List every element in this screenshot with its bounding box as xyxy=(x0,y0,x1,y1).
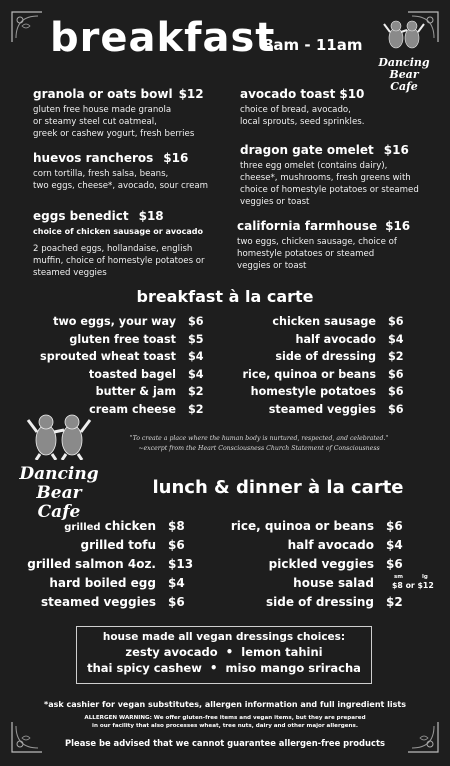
carte-item: half avocado xyxy=(287,538,374,552)
carte-item: half avocado xyxy=(295,332,376,346)
dressing-option: miso mango sriracha xyxy=(225,661,361,675)
carte-item: butter & jam xyxy=(95,385,176,399)
item-desc-line: veggies or toast xyxy=(240,197,310,207)
menu-item-dragon-gate-omelet xyxy=(240,142,445,208)
item-desc-line: greek or cashew yogurt, fresh berries xyxy=(33,129,195,139)
dancing-bears-icon xyxy=(18,410,100,460)
carte-price: $2 xyxy=(188,402,204,416)
item-name: dragon gate omelet xyxy=(240,143,374,157)
carte-price: $4 xyxy=(188,350,204,364)
menu-item-eggs-benedict xyxy=(33,208,233,279)
item-name: granola or oats bowl xyxy=(33,87,173,101)
price-small: $8 xyxy=(392,581,403,590)
size-label-large: lg xyxy=(422,574,428,580)
carte-item: house salad xyxy=(293,576,374,590)
item-name: california farmhouse xyxy=(237,219,378,233)
carte-item: gluten free toast xyxy=(69,332,176,346)
item-desc-line: choice of homestyle potatoes or steamed xyxy=(240,185,419,195)
carte-price: $6 xyxy=(388,385,404,399)
item-desc-line: two eggs, cheese*, avocado, sour cream xyxy=(33,181,209,191)
item-desc-line: homestyle potatoes or steamed xyxy=(237,249,375,259)
carte-price: $6 xyxy=(168,538,185,552)
carte-row xyxy=(20,313,220,331)
logo-line: Bear xyxy=(36,483,82,503)
corner-ornament-icon xyxy=(10,720,44,754)
cafe-logo-large xyxy=(18,410,100,522)
carte-row xyxy=(20,574,202,593)
carte-price: $4 xyxy=(168,576,185,590)
item-price: $16 xyxy=(163,151,189,165)
allergen-warning xyxy=(40,714,410,730)
carte-row xyxy=(220,401,420,419)
carte-row xyxy=(20,383,220,401)
dressings-title: house made all vegan dressings choices: xyxy=(102,631,346,643)
carte-price: $4 xyxy=(188,367,204,381)
carte-row xyxy=(222,536,420,555)
salad-size-prices xyxy=(392,574,438,594)
allergen-warning-line: in our facility that also processes wheat, tree nuts, dairy and other major allergens. xyxy=(92,723,358,729)
bullet-separator: • xyxy=(225,645,234,659)
item-prefix: grilled xyxy=(64,522,101,533)
carte-item: steamed veggies xyxy=(40,595,156,609)
lunch-carte-right xyxy=(222,517,420,612)
carte-row xyxy=(220,313,420,331)
breakfast-carte-heading: breakfast à la carte xyxy=(136,287,314,306)
item-price: $12 xyxy=(178,87,204,101)
carte-item: toasted bagel xyxy=(88,367,176,381)
carte-price: $5 xyxy=(188,332,204,346)
mission-quote xyxy=(104,434,414,454)
carte-row xyxy=(220,366,420,384)
dancing-bears-icon xyxy=(374,18,434,52)
item-desc-line: 2 poached eggs, hollandaise, english xyxy=(33,244,193,254)
quote-text: "To create a place where the human body is nurtured, respected, and celebrated." xyxy=(129,435,389,442)
carte-price: $2 xyxy=(386,595,403,609)
dressing-option: zesty avocado xyxy=(125,645,218,659)
logo-line: Cafe xyxy=(37,502,81,522)
carte-item: hard boiled egg xyxy=(49,576,156,590)
carte-price: $6 xyxy=(388,367,404,381)
item-desc-line: three egg omelet (contains dairy), xyxy=(240,161,388,171)
carte-price: $6 xyxy=(386,557,403,571)
item-name: huevos rancheros xyxy=(33,151,154,165)
lunch-carte-left xyxy=(20,517,202,612)
carte-item: side of dressing xyxy=(266,595,374,609)
carte-price: $2 xyxy=(388,350,404,364)
item-desc-line: veggies or toast xyxy=(237,261,307,271)
carte-price: $6 xyxy=(168,595,185,609)
vegan-substitute-note: *ask cashier for vegan substitutes, allergen information and full ingredient lists xyxy=(44,700,406,709)
carte-item: chicken sausage xyxy=(272,315,376,328)
item-desc-line: local sprouts, seed sprinkles. xyxy=(240,117,365,127)
price-large: $12 xyxy=(417,581,434,590)
item-desc-line: or steamy steel cut oatmeal, xyxy=(33,117,157,127)
dressing-option: lemon tahini xyxy=(241,645,323,659)
dressing-option: thai spicy cashew xyxy=(87,661,202,675)
carte-row xyxy=(222,517,420,536)
price-or: or xyxy=(405,581,415,590)
carte-item: side of dressing xyxy=(275,350,376,364)
menu-item-california-farmhouse xyxy=(237,218,442,272)
quote-attribution: ~excerpt from the Heart Consciousness Church Statement of Consciousness xyxy=(138,445,380,452)
carte-item: two eggs, your way xyxy=(53,315,176,328)
vegan-dressings-box xyxy=(76,626,372,684)
logo-line: Dancing xyxy=(378,56,430,69)
item-price: $18 xyxy=(138,209,164,223)
carte-price: $6 xyxy=(388,315,404,328)
carte-row xyxy=(20,331,220,349)
allergen-disclaimer: Please be advised that we cannot guarantee allergen-free products xyxy=(65,738,385,748)
carte-price: $6 xyxy=(188,315,204,328)
cafe-logo-small xyxy=(374,18,434,94)
carte-item: sprouted wheat toast xyxy=(40,350,176,364)
allergen-warning-line: ALLERGEN WARNING: We offer gluten-free items and vegan items, but they are prepared xyxy=(84,715,366,721)
carte-item: steamed veggies xyxy=(268,402,376,416)
carte-price: $4 xyxy=(386,538,403,552)
carte-row xyxy=(20,593,202,612)
bullet-separator: • xyxy=(209,661,218,675)
carte-row xyxy=(20,536,202,555)
item-desc-line: muffin, choice of homestyle potatoes or xyxy=(33,256,205,266)
carte-row xyxy=(20,366,220,384)
menu-item-avocado-toast xyxy=(240,86,440,128)
logo-line: Bear xyxy=(389,68,419,81)
carte-price: $13 xyxy=(168,557,194,571)
breakfast-carte-right xyxy=(220,313,420,419)
item-desc-line: cheese*, mushrooms, fresh greens with xyxy=(240,173,411,183)
carte-row xyxy=(20,517,202,536)
item-desc-line: corn tortilla, fresh salsa, beans, xyxy=(33,169,169,179)
carte-row xyxy=(222,593,420,612)
logo-line: Dancing xyxy=(19,464,99,484)
carte-item: rice, quinoa or beans xyxy=(230,519,374,533)
carte-item: chicken xyxy=(104,519,156,533)
carte-row xyxy=(220,348,420,366)
carte-item: grilled tofu xyxy=(80,538,156,552)
item-desc-line: choice of bread, avocado, xyxy=(240,105,351,115)
corner-ornament-icon xyxy=(10,10,44,44)
menu-item-huevos-rancheros xyxy=(33,150,233,192)
size-label-small: sm xyxy=(394,574,404,580)
carte-price: $4 xyxy=(388,332,404,346)
item-price: $16 xyxy=(383,143,409,157)
carte-price: $6 xyxy=(386,519,403,533)
logo-line: Cafe xyxy=(390,80,418,93)
carte-price: $6 xyxy=(388,402,404,416)
carte-item: cream cheese xyxy=(89,402,176,416)
carte-item: rice, quinoa or beans xyxy=(242,367,376,381)
item-name: eggs benedict xyxy=(33,209,129,223)
corner-ornament-icon xyxy=(406,720,440,754)
carte-price: $8 xyxy=(168,519,185,533)
breakfast-carte-left xyxy=(20,313,220,419)
item-name: avocado toast xyxy=(240,87,336,101)
serving-hours: 8am - 11am xyxy=(263,36,363,54)
page-title: breakfast xyxy=(50,15,276,61)
carte-item: pickled veggies xyxy=(268,557,374,571)
item-subtitle: choice of chicken sausage or avocado xyxy=(33,227,203,236)
carte-row xyxy=(20,348,220,366)
item-price: $16 xyxy=(385,219,411,233)
item-price: $10 xyxy=(339,87,365,101)
carte-row xyxy=(20,555,202,574)
carte-item: grilled salmon 4oz. xyxy=(27,557,156,571)
carte-row xyxy=(222,555,420,574)
item-desc-line: gluten free house made granola xyxy=(33,105,172,115)
carte-price: $2 xyxy=(188,385,204,399)
lunch-carte-heading: lunch & dinner à la carte xyxy=(152,477,404,498)
carte-row xyxy=(222,574,420,593)
item-desc-line: two eggs, chicken sausage, choice of xyxy=(237,237,397,247)
item-desc-line: steamed veggies xyxy=(33,268,107,278)
carte-row xyxy=(220,383,420,401)
carte-row xyxy=(220,331,420,349)
carte-item: homestyle potatoes xyxy=(250,385,376,399)
menu-item-granola xyxy=(33,86,233,140)
